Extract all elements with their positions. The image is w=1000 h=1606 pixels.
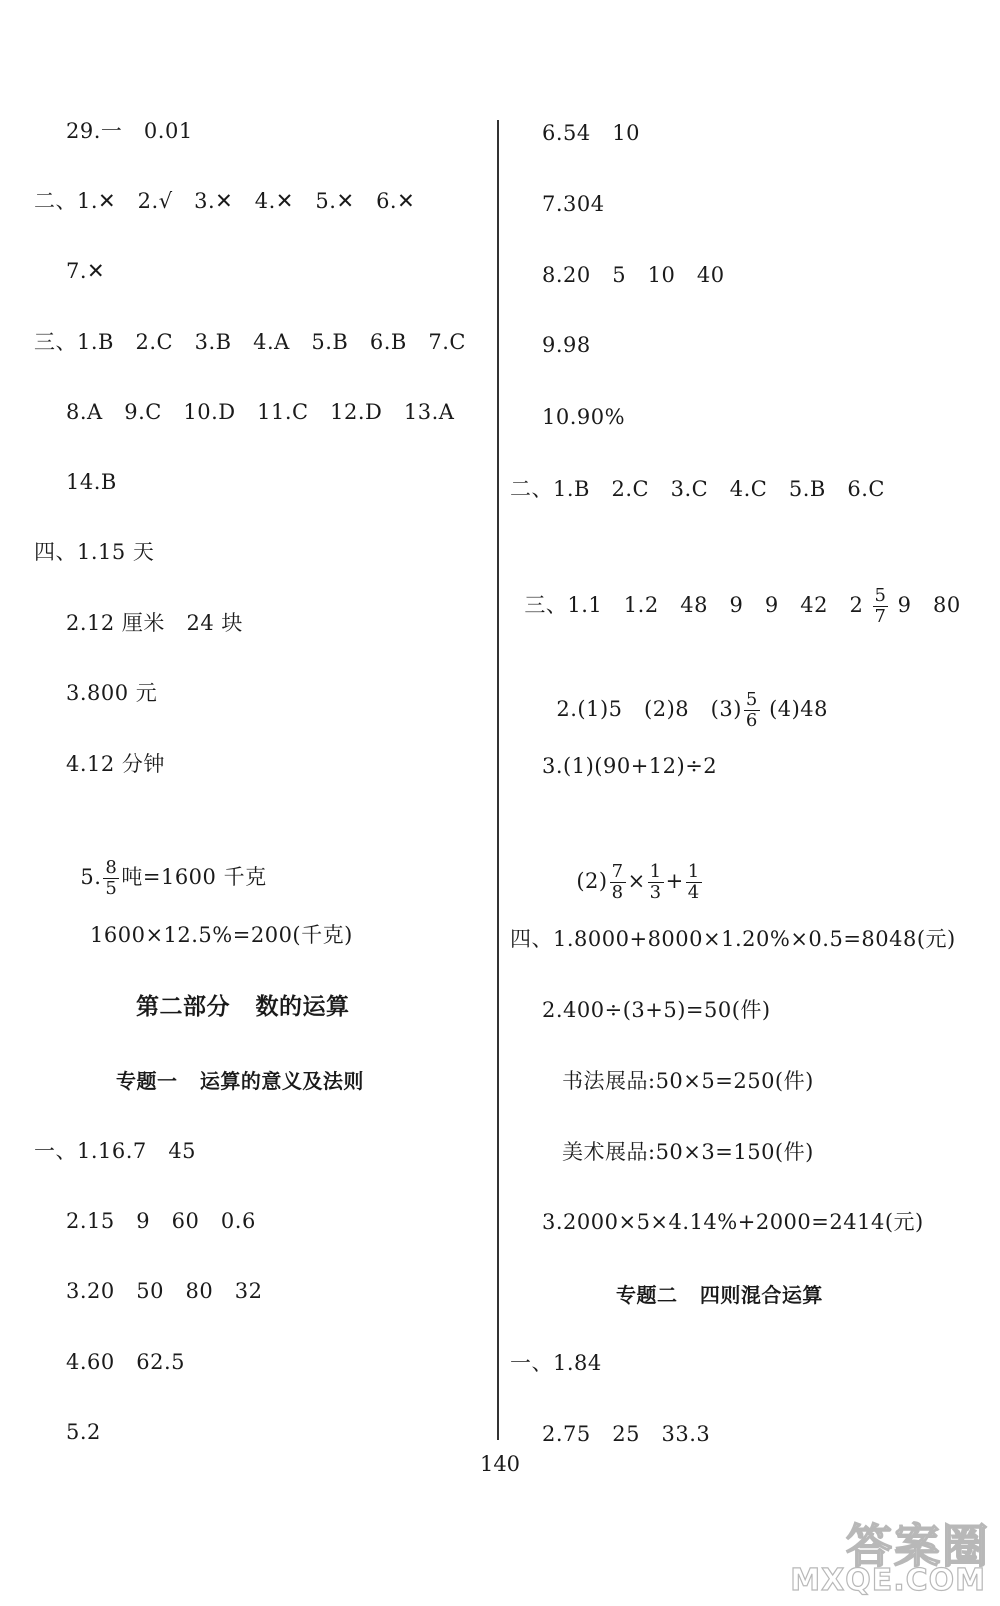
fraction (648, 862, 664, 903)
denominator: 7 (874, 606, 887, 627)
answer-line: 4.12 分钟 (66, 752, 165, 776)
numerator: 5 (874, 585, 887, 606)
denominator: 6 (745, 710, 758, 731)
answer-line: 7.304 (542, 192, 605, 216)
answer-line: 三、1.B 2.C 3.B 4.A 5.B 6.B 7.C (34, 330, 466, 354)
fraction (103, 858, 119, 899)
answer-line: 8.A 9.C 10.D 11.C 12.D 13.A (66, 400, 455, 424)
fraction (686, 862, 702, 903)
numerator: 1 (649, 861, 662, 882)
answer-line: 29.一 0.01 (66, 119, 193, 143)
answer-line: 4.60 62.5 (66, 1350, 186, 1374)
answer-line: 2.15 9 60 0.6 (66, 1209, 256, 1233)
fraction (873, 586, 889, 627)
operator: × (627, 869, 646, 893)
answer-line: 3.2000×5×4.14%+2000=2414(元) (542, 1210, 924, 1234)
numerator: 7 (611, 861, 624, 882)
topic-title: 专题一 运算的意义及法则 (116, 1069, 364, 1093)
answer-line-fraction (562, 834, 704, 903)
answer-line: 四、1.15 天 (34, 540, 155, 564)
answer-line: 书法展品:50×5=250(件) (562, 1069, 814, 1093)
answer-line: 5.2 (66, 1420, 101, 1444)
denominator: 5 (105, 878, 118, 899)
answer-text: (4)48 (769, 697, 829, 721)
answer-line: 3.(1)(90+12)÷2 (542, 754, 718, 778)
watermark-mark: 答案圈 (846, 1519, 990, 1573)
column-divider (497, 120, 499, 1440)
answer-line: 10.90% (542, 405, 626, 429)
answer-text: 9 80 (897, 593, 961, 617)
denominator: 4 (687, 882, 700, 903)
answer-text: 三、1.1 1.2 48 9 9 42 2 (524, 593, 864, 617)
answer-line: 1600×12.5%=200(千克) (90, 923, 353, 947)
watermark-logo (790, 1510, 990, 1600)
numerator: 8 (105, 857, 118, 878)
answer-line: 7.✕ (66, 259, 106, 283)
numerator: 5 (745, 689, 758, 710)
answer-line: 8.20 5 10 40 (542, 263, 725, 287)
answer-line: 9.98 (542, 333, 591, 357)
answer-text: 2.(1)5 (2)8 (3) (556, 697, 742, 721)
topic-title: 专题二 四则混合运算 (616, 1283, 823, 1307)
answer-line: 一、1.84 (510, 1351, 602, 1375)
part-title: 第二部分 数的运算 (136, 994, 350, 1020)
answer-line: 美术展品:50×3=150(件) (562, 1140, 814, 1164)
answer-text: 吨=1600 千克 (121, 865, 267, 889)
answer-line: 一、1.16.7 45 (34, 1139, 197, 1163)
answer-line: 3.800 元 (66, 681, 158, 705)
page-number: 140 (479, 1452, 521, 1476)
denominator: 8 (611, 882, 624, 903)
answer-text: 5. (80, 865, 102, 889)
answer-line: 2.75 25 33.3 (542, 1422, 711, 1446)
answer-line-fraction (510, 558, 961, 627)
answer-line: 6.54 10 (542, 121, 641, 145)
answer-line: 二、1.✕ 2.√ 3.✕ 4.✕ 5.✕ 6.✕ (34, 189, 416, 213)
answer-text: (2) (576, 869, 608, 893)
answer-line-fraction (542, 662, 828, 731)
numerator: 1 (687, 861, 700, 882)
operator: + (665, 869, 684, 893)
answer-line: 2.12 厘米 24 块 (66, 611, 243, 635)
answer-line: 二、1.B 2.C 3.C 4.C 5.B 6.C (510, 477, 885, 501)
answer-line-fraction (66, 830, 267, 899)
fraction (744, 690, 760, 731)
answer-line: 2.400÷(3+5)=50(件) (542, 998, 771, 1022)
fraction (610, 862, 626, 903)
watermark-url: MXQE.COM (790, 1563, 986, 1598)
denominator: 3 (649, 882, 662, 903)
answer-line: 四、1.8000+8000×1.20%×0.5=8048(元) (510, 927, 956, 951)
answer-line: 14.B (66, 470, 117, 494)
answer-line: 3.20 50 80 32 (66, 1279, 263, 1303)
